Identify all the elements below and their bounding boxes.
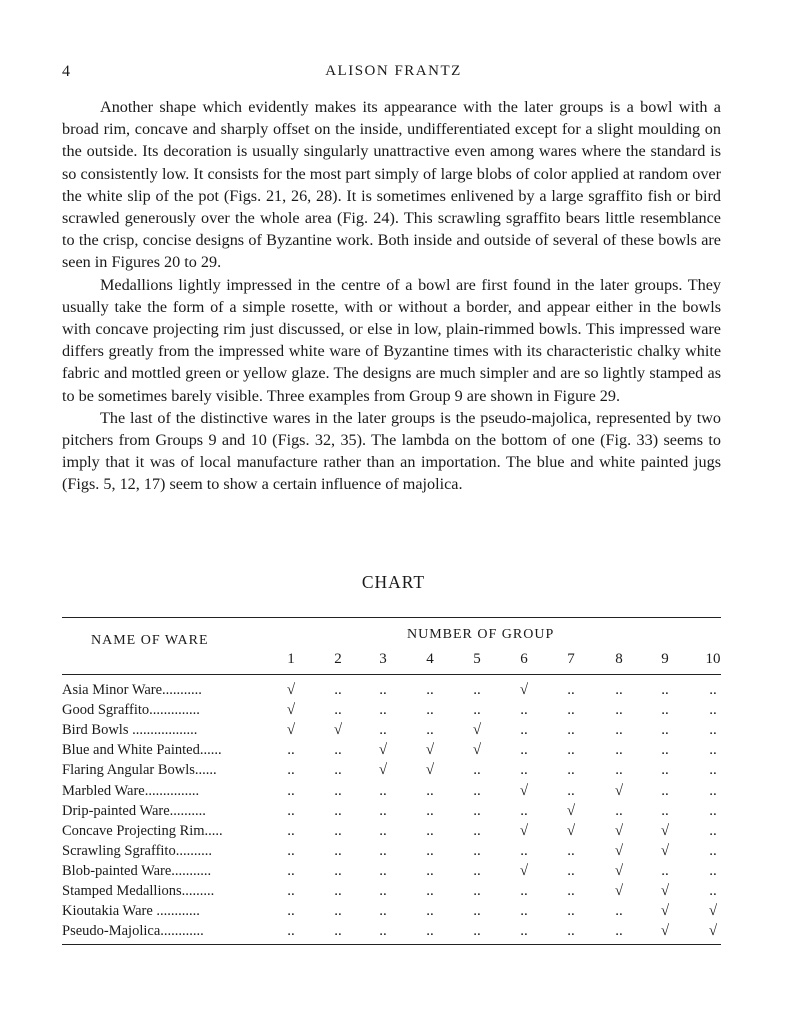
empty-cell-dots: ..: [567, 742, 575, 759]
check-mark: √: [519, 862, 529, 879]
empty-cell-dots: ..: [426, 903, 434, 920]
empty-cell-dots: ..: [426, 722, 434, 739]
empty-cell-dots: ..: [379, 722, 387, 739]
empty-cell-dots: ..: [709, 782, 717, 799]
empty-cell-dots: ..: [473, 883, 481, 899]
empty-cell-dots: ..: [661, 762, 669, 779]
empty-cell-dots: ..: [615, 923, 623, 940]
empty-cell-dots: ..: [709, 682, 717, 698]
table-top-rule: [62, 617, 721, 618]
empty-cell-dots: ..: [473, 822, 481, 839]
group-number-5: 5: [473, 651, 481, 667]
check-mark: √: [286, 682, 296, 698]
empty-cell-dots: ..: [567, 883, 575, 899]
empty-cell-dots: ..: [426, 822, 434, 839]
group-number-2: 2: [334, 651, 342, 667]
group-number-9: 9: [661, 651, 669, 667]
empty-cell-dots: ..: [709, 862, 717, 879]
empty-cell-dots: ..: [615, 682, 623, 698]
empty-cell-dots: ..: [567, 903, 575, 920]
empty-cell-dots: ..: [379, 822, 387, 839]
table-bottom-rule: [62, 944, 721, 945]
body-text: [62, 96, 721, 496]
empty-cell-dots: ..: [473, 702, 481, 719]
empty-cell-dots: ..: [567, 702, 575, 719]
empty-cell-dots: ..: [520, 762, 528, 779]
empty-cell-dots: ..: [473, 782, 481, 799]
empty-cell-dots: ..: [426, 782, 434, 799]
check-mark: √: [566, 802, 576, 819]
empty-cell-dots: ..: [426, 923, 434, 940]
paragraph: Another shape which evidently makes its appearance with the later groups is a bowl with a broad rim, concave and sharply offset on the inside, undifferentiated except for a slight moulding on the outside. Its decoration is usually singularly unattractive even among wares where the standard is so consistently low. It consists for the most part simply of large blobs of color applied at random over the white slip of the pot (Figs. 21, 26, 28). It is sometimes enlivened by a large sgraffito fish or bird scrawled generously over the whole area (Fig. 24). This scrawling sgraffito bears little resemblance to the crisp, concise designs of Byzantine work. Both inside and outside of several of these bowls are seen in Figures 20 to 29.: [62, 98, 721, 272]
empty-cell-dots: ..: [334, 822, 342, 839]
ware-name: Flaring Angular Bowls......: [62, 762, 217, 779]
check-mark: √: [660, 883, 670, 899]
check-mark: √: [614, 782, 624, 799]
check-mark: √: [378, 742, 388, 759]
empty-cell-dots: ..: [661, 682, 669, 698]
ware-name: Pseudo-Majolica............: [62, 923, 204, 940]
empty-cell-dots: ..: [287, 822, 295, 839]
empty-cell-dots: ..: [379, 682, 387, 698]
name-of-ware-header: NAME OF WARE: [91, 633, 209, 648]
empty-cell-dots: ..: [287, 862, 295, 879]
empty-cell-dots: ..: [520, 842, 528, 859]
empty-cell-dots: ..: [520, 702, 528, 719]
empty-cell-dots: ..: [473, 842, 481, 859]
empty-cell-dots: ..: [520, 923, 528, 940]
empty-cell-dots: ..: [473, 862, 481, 879]
empty-cell-dots: ..: [615, 742, 623, 759]
check-mark: √: [519, 822, 529, 839]
empty-cell-dots: ..: [426, 883, 434, 899]
check-mark: √: [425, 742, 435, 759]
empty-cell-dots: ..: [287, 762, 295, 779]
empty-cell-dots: ..: [709, 702, 717, 719]
empty-cell-dots: ..: [709, 822, 717, 839]
empty-cell-dots: ..: [709, 742, 717, 759]
empty-cell-dots: ..: [473, 682, 481, 698]
empty-cell-dots: ..: [567, 862, 575, 879]
group-number-10: 10: [705, 651, 721, 667]
check-mark: √: [708, 923, 718, 940]
empty-cell-dots: ..: [520, 742, 528, 759]
page-number: 4: [62, 63, 70, 80]
empty-cell-dots: ..: [334, 702, 342, 719]
empty-cell-dots: ..: [709, 883, 717, 899]
group-number-8: 8: [615, 651, 623, 667]
empty-cell-dots: ..: [520, 883, 528, 899]
ware-name: Kioutakia Ware ............: [62, 903, 200, 920]
empty-cell-dots: ..: [287, 742, 295, 759]
ware-name: Blob-painted Ware...........: [62, 862, 212, 879]
empty-cell-dots: ..: [567, 722, 575, 739]
empty-cell-dots: ..: [334, 682, 342, 698]
empty-cell-dots: ..: [334, 762, 342, 779]
empty-cell-dots: ..: [661, 802, 669, 819]
ware-name: Bird Bowls ..................: [62, 722, 198, 739]
group-number-1: 1: [287, 651, 295, 667]
check-mark: √: [660, 842, 670, 859]
empty-cell-dots: ..: [334, 802, 342, 819]
empty-cell-dots: ..: [334, 903, 342, 920]
empty-cell-dots: ..: [615, 762, 623, 779]
empty-cell-dots: ..: [379, 923, 387, 940]
check-mark: √: [472, 742, 482, 759]
empty-cell-dots: ..: [661, 782, 669, 799]
empty-cell-dots: ..: [379, 842, 387, 859]
empty-cell-dots: ..: [567, 682, 575, 698]
ware-name: Marbled Ware...............: [62, 782, 200, 799]
empty-cell-dots: ..: [426, 682, 434, 698]
group-number-7: 7: [567, 651, 575, 667]
empty-cell-dots: ..: [426, 802, 434, 819]
empty-cell-dots: ..: [615, 722, 623, 739]
empty-cell-dots: ..: [287, 923, 295, 940]
check-mark: √: [614, 822, 624, 839]
empty-cell-dots: ..: [426, 842, 434, 859]
empty-cell-dots: ..: [287, 782, 295, 799]
empty-cell-dots: ..: [615, 903, 623, 920]
empty-cell-dots: ..: [287, 802, 295, 819]
running-head: ALISON FRANTZ: [325, 63, 462, 79]
number-of-group-header: NUMBER OF GROUP: [407, 627, 555, 642]
check-mark: √: [660, 822, 670, 839]
empty-cell-dots: ..: [473, 903, 481, 920]
empty-cell-dots: ..: [287, 883, 295, 899]
ware-name: Good Sgraffito..............: [62, 702, 200, 719]
ware-name: Concave Projecting Rim.....: [62, 822, 223, 839]
empty-cell-dots: ..: [709, 762, 717, 779]
empty-cell-dots: ..: [426, 702, 434, 719]
empty-cell-dots: ..: [426, 862, 434, 879]
empty-cell-dots: ..: [379, 782, 387, 799]
empty-cell-dots: ..: [615, 802, 623, 819]
ware-name: Asia Minor Ware...........: [62, 682, 202, 698]
table-header-rule: [62, 674, 721, 675]
empty-cell-dots: ..: [615, 702, 623, 719]
check-mark: √: [472, 722, 482, 739]
chart-title: CHART: [361, 572, 426, 592]
group-number-6: 6: [520, 651, 528, 667]
check-mark: √: [519, 782, 529, 799]
check-mark: √: [614, 883, 624, 899]
check-mark: √: [660, 923, 670, 940]
empty-cell-dots: ..: [661, 862, 669, 879]
empty-cell-dots: ..: [379, 862, 387, 879]
empty-cell-dots: ..: [334, 923, 342, 940]
empty-cell-dots: ..: [334, 742, 342, 759]
empty-cell-dots: ..: [473, 762, 481, 779]
empty-cell-dots: ..: [567, 923, 575, 940]
ware-name: Blue and White Painted......: [62, 742, 222, 759]
check-mark: √: [566, 822, 576, 839]
empty-cell-dots: ..: [379, 903, 387, 920]
check-mark: √: [425, 762, 435, 779]
group-number-4: 4: [426, 651, 434, 667]
empty-cell-dots: ..: [334, 782, 342, 799]
empty-cell-dots: ..: [661, 702, 669, 719]
empty-cell-dots: ..: [567, 782, 575, 799]
empty-cell-dots: ..: [709, 842, 717, 859]
group-number-3: 3: [379, 651, 387, 667]
empty-cell-dots: ..: [520, 722, 528, 739]
paragraph: Medallions lightly impressed in the centre of a bowl are first found in the later groups. They usually take the form of a simple rosette, with or without a border, and appear either in the bowls with concave projecting rim just discussed, or else in low, plain-rimmed bowls. This impressed ware differs greatly from the impressed white ware of Byzantine times with its characteristic chalky white fabric and mottled green or yellow glaze. The designs are much simpler and are so lightly stamped as to be sometimes barely visible. Three examples from Group 9 are shown in Figure 29.: [62, 275, 721, 405]
empty-cell-dots: ..: [473, 923, 481, 940]
empty-cell-dots: ..: [520, 802, 528, 819]
empty-cell-dots: ..: [661, 742, 669, 759]
check-mark: √: [286, 702, 296, 719]
check-mark: √: [614, 862, 624, 879]
check-mark: √: [519, 682, 529, 698]
check-mark: √: [333, 722, 343, 739]
check-mark: √: [614, 842, 624, 859]
empty-cell-dots: ..: [473, 802, 481, 819]
empty-cell-dots: ..: [567, 762, 575, 779]
paragraph: The last of the distinctive wares in the later groups is the pseudo-majolica, represented by two pitchers from Groups 9 and 10 (Figs. 32, 35). The lambda on the bottom of one (Fig. 33) seems to imply that it was of local manufacture rather than an importation. The blue and white painted jugs (Figs. 5, 12, 17) seem to show a certain influence of majolica.: [62, 408, 721, 494]
check-mark: √: [660, 903, 670, 920]
empty-cell-dots: ..: [709, 722, 717, 739]
check-mark: √: [708, 903, 718, 920]
empty-cell-dots: ..: [567, 842, 575, 859]
ware-name: Drip-painted Ware..........: [62, 802, 206, 819]
empty-cell-dots: ..: [379, 883, 387, 899]
empty-cell-dots: ..: [520, 903, 528, 920]
empty-cell-dots: ..: [334, 842, 342, 859]
empty-cell-dots: ..: [661, 722, 669, 739]
check-mark: √: [378, 762, 388, 779]
empty-cell-dots: ..: [287, 842, 295, 859]
ware-name: Scrawling Sgraffito..........: [62, 842, 212, 859]
empty-cell-dots: ..: [287, 903, 295, 920]
empty-cell-dots: ..: [379, 802, 387, 819]
empty-cell-dots: ..: [334, 883, 342, 899]
ware-name: Stamped Medallions.........: [62, 883, 215, 899]
empty-cell-dots: ..: [379, 702, 387, 719]
empty-cell-dots: ..: [709, 802, 717, 819]
empty-cell-dots: ..: [334, 862, 342, 879]
check-mark: √: [286, 722, 296, 739]
